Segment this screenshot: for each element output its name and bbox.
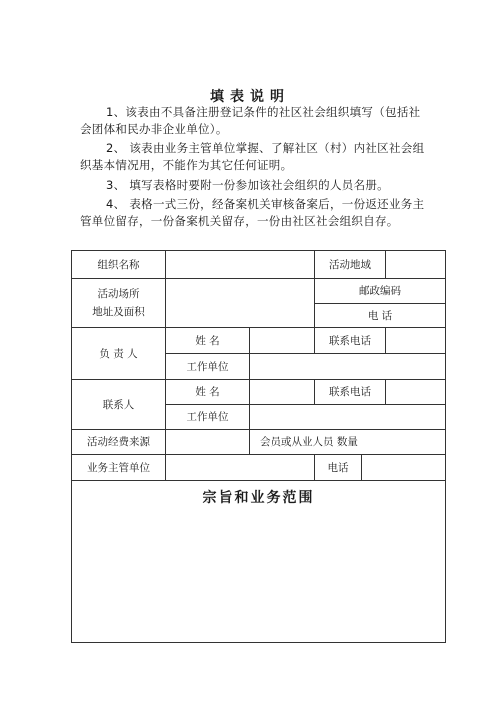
funding-source-label: 活动经费来源: [87, 436, 150, 448]
venue-label: [72, 279, 165, 327]
contact-person-label: 联系人: [102, 398, 135, 411]
scope-title: 宗旨和业务范围: [202, 490, 315, 506]
activity-area-label: 活动地域: [329, 258, 371, 271]
contact-name-label: 姓 名: [195, 386, 220, 398]
leader-phone-field[interactable]: [386, 328, 445, 353]
supervisor-phone-label: 电话: [327, 461, 349, 474]
instruction-item-4: 4、 表格一式三份，经备案机关审核备案后，一份返还业务主管单位留存，一份备案机关留存，一份由社区社会组织自存。: [80, 197, 425, 228]
instruction-item-1: 1、该表由不具备注册登记条件的社区社会组织填写（包括社会团体和民办非企业单位）。: [80, 105, 421, 136]
leader-name-field[interactable]: [250, 328, 314, 353]
instruction-item-3: 3、 填写表格时要附一份参加该社会组织的人员名册。: [106, 178, 389, 192]
supervisor-phone-field[interactable]: [362, 455, 445, 480]
funding-source-field[interactable]: [166, 430, 249, 454]
supervisor-unit-label: 业务主管单位: [87, 461, 150, 474]
member-count-label: 会员或从业人员 数量: [260, 436, 358, 448]
contact-workunit-field[interactable]: [250, 405, 445, 429]
contact-workunit-label: 工作单位: [186, 411, 229, 423]
org-name-label: 组织名称: [97, 258, 140, 271]
registration-form-table: [71, 250, 446, 643]
org-name-field[interactable]: [166, 252, 314, 278]
instruction-item-2: 2、 该表由业务主管单位掌握、了解社区（村）内社区社会组织基本情况用，不能作为其它任何证明。: [80, 141, 425, 172]
venue-label-line1: 活动场所: [97, 288, 140, 300]
venue-label-line2: 地址及面积: [92, 306, 145, 318]
leader-workunit-label: 工作单位: [186, 360, 229, 373]
venue-field[interactable]: [166, 279, 314, 327]
supervisor-unit-field[interactable]: [166, 455, 314, 480]
leader-phone-label: 联系电话: [329, 334, 371, 347]
leader-name-label: 姓 名: [195, 334, 220, 347]
scope-field[interactable]: [72, 509, 445, 642]
leader-label: 负 责 人: [99, 347, 138, 360]
row-divider: [72, 480, 445, 481]
activity-area-field[interactable]: [386, 252, 445, 278]
instructions-title: 填表说明: [210, 89, 290, 105]
contact-name-field[interactable]: [250, 380, 314, 404]
leader-workunit-field[interactable]: [250, 354, 445, 379]
postcode-label: 邮政编码: [359, 285, 401, 297]
phone-label: 电 话: [367, 309, 393, 322]
contact-phone-label: 联系电话: [329, 386, 371, 398]
contact-phone-field[interactable]: [386, 380, 445, 404]
